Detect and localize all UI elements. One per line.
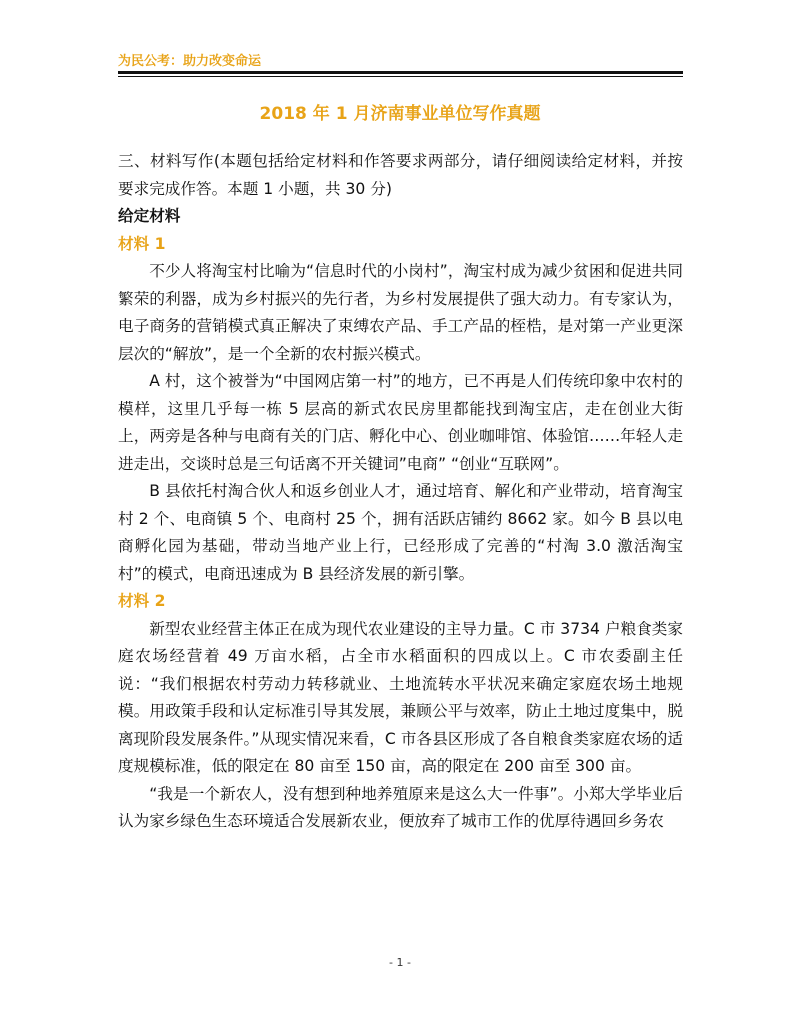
material-1-paragraph: A 村，这个被誉为“中国网店第一村”的地方，已不再是人们传统印象中农村的模样，这里几乎每一栋 5 层高的新式农民房里都能找到淘宝店，走在创业大街上，两旁是各种与电商有关的门店、孵化中心、创业咖啡馆、体验馆……年轻人走进走出，交谈时总是三句话离不开关键词”电商” “创业“互联网”。 — [118, 372, 683, 473]
header-tagline: 为民公考：助力改变命运 — [118, 54, 262, 69]
section-intro: 三、材料写作(本题包括给定材料和作答要求两部分，请仔细阅读给定材料，并按要求完成作答。本题 1 小题，共 30 分) — [118, 152, 683, 198]
header-rule-thin — [118, 76, 683, 77]
document-body — [118, 148, 683, 836]
header-rule-thick — [118, 71, 683, 74]
given-materials-heading: 给定材料 — [118, 207, 181, 225]
material-2-paragraph: 新型农业经营主体正在成为现代农业建设的主导力量。C 市 3734 户粮食类家庭农场经营着 49 万亩水稻，占全市水稻面积的四成以上。C 市农委副主任说：“我们根据农村劳动力转移就业、土地流转水平状况来确定家庭农场土地规模。用政策手段和认定标准引导其发展，兼顾公平与效率，防止土地过度集中，脱离现阶段发展条件。”从现实情况来看，C 市各县区形成了各自粮食类家庭农场的适度规模标准，低的限定在 80 亩至 150 亩，高的限定在 200 亩至 300 亩。 — [118, 619, 683, 775]
material-2-heading: 材料 2 — [118, 592, 166, 610]
material-1-paragraph: 不少人将淘宝村比喻为“信息时代的小岗村”，淘宝村成为减少贫困和促进共同繁荣的利器，成为乡村振兴的先行者，为乡村发展提供了强大动力。有专家认为，电子商务的营销模式真正解决了束缚农产品、手工产品的桎梏，是对第一产业更深层次的“解放”，是一个全新的农村振兴模式。 — [118, 262, 683, 363]
material-2-paragraph: “我是一个新农人，没有想到种地养殖原来是这么大一件事”。小郑大学毕业后认为家乡绿色生态环境适合发展新农业，便放弃了城市工作的优厚待遇回乡务农 — [118, 784, 683, 830]
page-number: - 1 - — [389, 956, 411, 969]
document-title: 2018 年 1 月济南事业单位写作真题 — [259, 104, 541, 124]
material-1-heading: 材料 1 — [118, 234, 166, 253]
material-1-paragraph: B 县依托村淘合伙人和返乡创业人才，通过培育、解化和产业带动，培育淘宝村 2 个、电商镇 5 个、电商村 25 个，拥有活跃店铺约 8662 家。如今 B 县以电商孵化园为基础，带动当地产业上行，已经形成了完善的“村淘 3.0 激活淘宝村”的模式，电商迅速成为 B 县经济发展的新引擎。 — [118, 482, 683, 583]
